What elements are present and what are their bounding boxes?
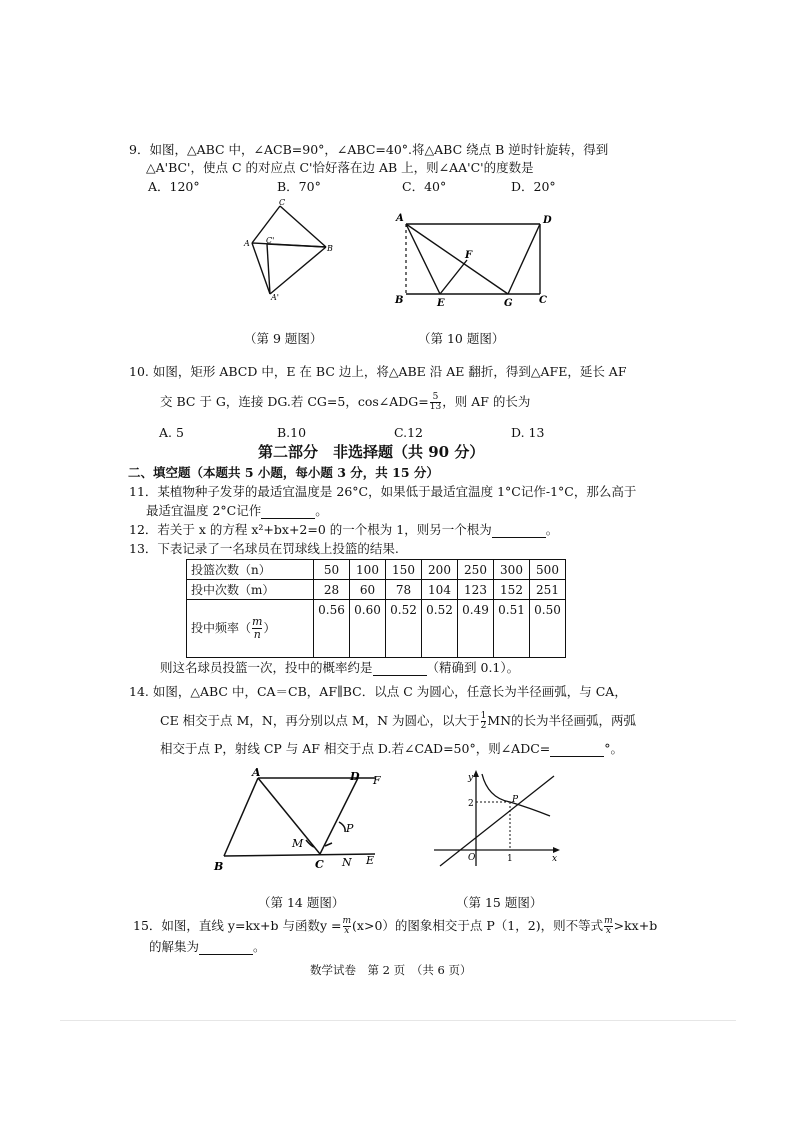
table-cell: 60 [350, 580, 386, 600]
q12-line [129, 522, 558, 538]
q14-half-num: 1 [480, 711, 487, 721]
page-footer: 数学试卷 第 2 页 （共 6 页） [310, 963, 472, 977]
q14-line3-text: 相交于点 P，射线 CP 与 AF 相交于点 D.若∠CAD=50°，则∠ADC= [160, 741, 551, 756]
table-cell: 0.49 [458, 600, 494, 658]
fig15-label-y: y [468, 773, 474, 783]
q12-end: 。 [545, 522, 559, 537]
table-cell: 123 [458, 580, 494, 600]
row-label-shots: 投篮次数（n） [187, 560, 314, 580]
q14-line2 [160, 712, 636, 731]
q10-line2-start: 交 BC 于 G，连接 DG.若 CG=5，cos∠ADG= [160, 394, 429, 409]
q14-half-den: 2 [480, 721, 487, 731]
q15-func-fraction [343, 917, 352, 936]
fig10-label-e: E [437, 298, 445, 309]
fig15-label-1: 1 [507, 854, 513, 864]
table-cell: 300 [494, 560, 530, 580]
fig10-label-g: G [504, 298, 513, 309]
section2-title: 二、填空题（本题共 5 小题，每小题 3 分，共 15 分） [128, 465, 439, 480]
fig9-label-a: A [244, 239, 250, 248]
fig9-label-c-prime: C' [266, 236, 275, 245]
figure-15-caption: （第 15 题图） [456, 895, 543, 910]
q15-line1-middle: (x>0）的图象相交于点 P（1，2)，则不等式 [352, 918, 604, 933]
part2-title: 第二部分 非选择题（共 90 分） [258, 443, 485, 461]
table-cell: 152 [494, 580, 530, 600]
figure-14-diagram [210, 766, 390, 878]
fig15-label-2: 2 [468, 799, 474, 809]
q15-line1-end: >kx+b [613, 918, 658, 933]
fig15-label-p: P [512, 795, 519, 805]
q10-line2-end: ，则 AF 的长为 [442, 394, 531, 409]
fig14-label-p: P [346, 822, 354, 835]
figure-9-diagram [238, 196, 338, 306]
freq-den: n [253, 628, 261, 641]
q10-option-a: A. 5 [159, 425, 184, 440]
table-cell: 0.52 [386, 600, 422, 658]
q15-line1 [133, 917, 657, 936]
table-row-shots [187, 560, 566, 580]
q13-results-table [186, 559, 566, 658]
q14-line1: 14. 如图，△ABC 中，CA＝CB，AF∥BC．以点 C 为圆心，任意长为半径画弧，与 CA， [129, 684, 627, 699]
page-divider [60, 1020, 736, 1021]
table-cell: 28 [314, 580, 350, 600]
q10-option-c: C.12 [394, 425, 423, 440]
fig14-label-d: D [350, 770, 360, 783]
fig10-label-f: F [465, 250, 473, 261]
q10-frac-num: 5 [430, 393, 441, 403]
table-cell: 0.60 [350, 600, 386, 658]
table-cell: 104 [422, 580, 458, 600]
table-cell: 500 [530, 560, 566, 580]
q11-line1: 11．某植物种子发芽的最适宜温度是 26°C，如果低于最适宜温度 1°C记作-1°C，那么高于 [129, 484, 637, 499]
table-cell: 0.56 [314, 600, 350, 658]
q11-line2-text: 最适宜温度 2°C记作 [146, 503, 262, 518]
q9-option-b: B．70° [277, 179, 321, 194]
fig14-label-m: M [292, 837, 304, 850]
q9-line2: △A'BC'，使点 C 的对应点 C'恰好落在边 AB 上，则∠AA'C'的度数是 [146, 160, 534, 175]
q10-line1: 10. 如图，矩形 ABCD 中，E 在 BC 边上，将△ABE 沿 AE 翻折，得到△AFE，延长 AF [129, 364, 627, 379]
q15-line2-text: 的解集为 [149, 939, 200, 954]
figure-10-diagram [392, 208, 562, 312]
q15-func-den: x [344, 926, 350, 936]
q11-line2-end: 。 [315, 503, 328, 518]
q10-cos-fraction [430, 393, 441, 412]
q10-option-d: D. 13 [511, 425, 545, 440]
fig14-label-n: N [342, 856, 352, 869]
q14-line2-end: MN的长为半径画弧，两弧 [487, 713, 637, 728]
q13-intro: 13．下表记录了一名球员在罚球线上投篮的结果. [129, 541, 399, 556]
q9-option-d: D．20° [511, 179, 556, 194]
fig10-label-a: A [396, 213, 404, 224]
fig10-label-b: B [395, 295, 404, 306]
figure-9-caption: （第 9 题图） [244, 331, 323, 346]
q10-frac-den: 13 [429, 402, 442, 412]
table-cell: 0.50 [530, 600, 566, 658]
figure-14-caption: （第 14 题图） [258, 895, 345, 910]
figure-15-graph [430, 768, 562, 870]
q15-answer-blank[interactable] [199, 942, 253, 955]
q15-line1-start: 15．如图，直线 y=kx+b 与函数y = [133, 918, 342, 933]
fig9-label-c: C [279, 198, 286, 207]
q13-answer-blank[interactable] [373, 663, 427, 676]
q9-option-a: A．120° [148, 179, 200, 194]
fig9-label-b: B [327, 244, 333, 253]
fig14-label-f: F [373, 774, 381, 787]
table-cell: 78 [386, 580, 422, 600]
q15-line2-end: 。 [253, 939, 266, 954]
q11-line2 [146, 503, 328, 519]
q15-func-num: m [342, 916, 352, 926]
q14-answer-blank[interactable] [550, 744, 604, 757]
row-label-frequency [187, 600, 314, 658]
q11-answer-blank[interactable] [261, 506, 315, 519]
q13-after-text: 则这名球员投篮一次，投中的概率约是 [160, 660, 373, 675]
table-row-frequency [187, 600, 566, 658]
q15-line2 [149, 939, 266, 955]
q9-line1: 9．如图，△ABC 中，∠ACB=90°，∠ABC=40°.将△ABC 绕点 B 逆时针旋转，得到 [129, 142, 609, 157]
table-cell: 251 [530, 580, 566, 600]
table-cell: 50 [314, 560, 350, 580]
freq-num: m [252, 615, 263, 628]
table-cell: 100 [350, 560, 386, 580]
q15-ineq-num: m [604, 916, 613, 926]
q14-line2-start: CE 相交于点 M，N，再分别以点 M，N 为圆心，以大于 [160, 713, 480, 728]
fig15-label-o: O [468, 853, 476, 863]
q13-question [160, 660, 519, 676]
q14-line3 [160, 741, 623, 757]
q13-after-end: （精确到 0.1）。 [426, 660, 520, 675]
fig14-label-e: E [366, 854, 375, 867]
fig14-label-b: B [214, 860, 224, 873]
q14-line3-end: °。 [604, 741, 624, 756]
freq-label-text: 投中频率（ [191, 621, 252, 635]
table-cell: 150 [386, 560, 422, 580]
freq-fraction [252, 616, 262, 641]
table-cell: 250 [458, 560, 494, 580]
freq-label-close: ） [263, 621, 276, 635]
fig14-label-c: C [315, 858, 324, 871]
fig14-label-a: A [252, 766, 261, 779]
q14-half-fraction [481, 712, 487, 731]
fig9-label-a-prime: A' [271, 293, 279, 302]
figure-10-caption: （第 10 题图） [418, 331, 505, 346]
q12-text: 12．若关于 x 的方程 x²+bx+2=0 的一个根为 1，则另一个根为 [129, 522, 492, 537]
q12-answer-blank[interactable] [492, 525, 546, 538]
table-cell: 0.52 [422, 600, 458, 658]
table-cell: 200 [422, 560, 458, 580]
fig10-label-d: D [543, 215, 552, 226]
q10-option-b: B.10 [277, 425, 307, 440]
row-label-hits: 投中次数（m） [187, 580, 314, 600]
table-cell: 0.51 [494, 600, 530, 658]
q10-line2 [160, 393, 530, 412]
q15-ineq-den: x [605, 926, 611, 936]
fig15-label-x: x [552, 854, 558, 864]
fig10-label-c: C [539, 295, 547, 306]
q9-option-c: C．40° [402, 179, 447, 194]
q15-ineq-fraction [604, 917, 613, 936]
table-row-hits [187, 580, 566, 600]
